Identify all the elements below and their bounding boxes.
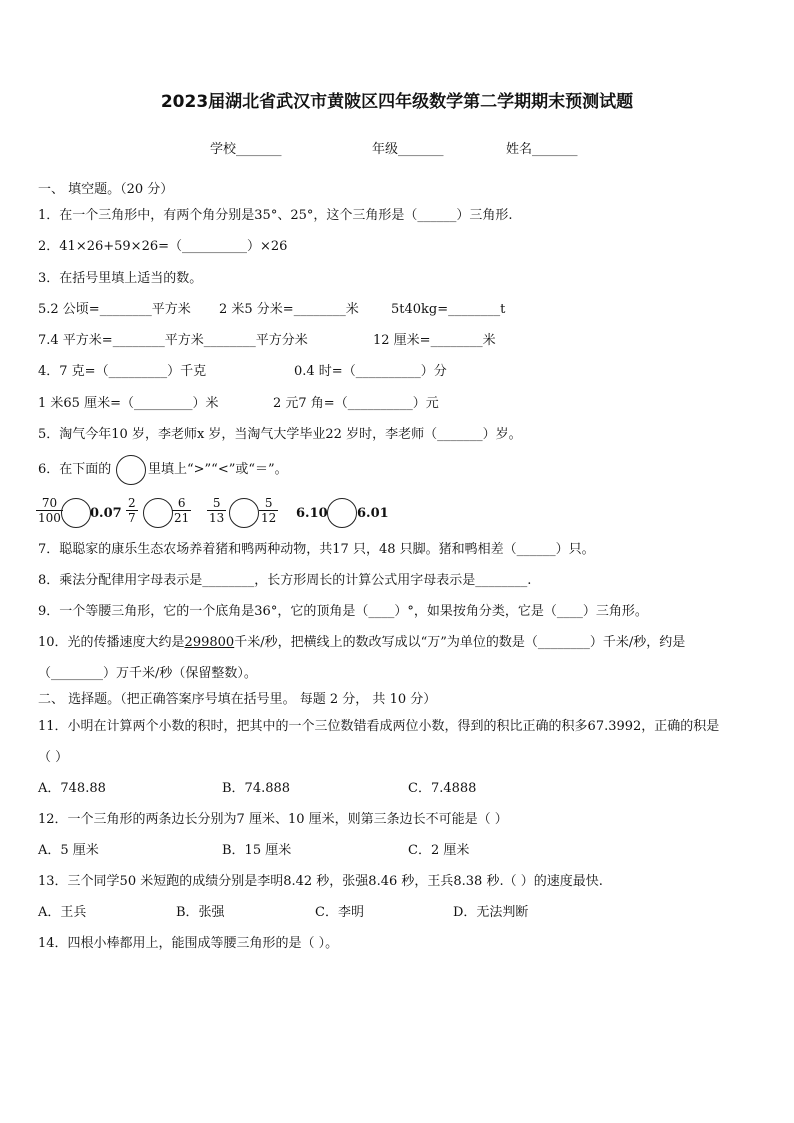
numerator: 5	[259, 496, 278, 511]
question-4-item-b: 0.4 时=（__________）分	[294, 364, 447, 379]
denominator: 12	[261, 511, 277, 525]
section2-header: 二、 选择题。（把正确答案序号填在括号里。 每题 2 分， 共 10 分）	[38, 692, 437, 707]
question-3: 3．在括号里填上适当的数。	[38, 271, 203, 286]
fraction-2-7	[126, 496, 138, 525]
question-6-prefix: 6．在下面的	[38, 462, 112, 477]
numerator: 70	[36, 496, 63, 511]
question-11-paren: （ ）	[38, 750, 69, 765]
denominator: 13	[209, 511, 225, 525]
option-a: A．748.88	[38, 781, 106, 796]
question-3-item-e: 12 厘米=________米	[373, 333, 496, 348]
compare-circle-1[interactable]	[61, 498, 91, 528]
option-c: C．7.4888	[408, 781, 477, 796]
question-3-item-c: 5t40kg=________t	[391, 302, 506, 317]
compare-circle-4[interactable]	[327, 498, 357, 528]
question-3-item-b: 2 米5 分米=________米	[219, 302, 359, 317]
option-b: B．15 厘米	[222, 843, 292, 858]
question-13: 13．三个同学50 米短跑的成绩分别是李明8.42 秒，张强8.46 秒，王兵8.38 秒.（ ）的速度最快.	[38, 874, 603, 889]
question-4-item-a: 4．7 克=（_________）千克	[38, 364, 207, 379]
fraction-70-100	[36, 496, 63, 525]
question-7: 7．聪聪家的康乐生态农场养着猪和鸭两种动物，共17 只，48 只脚。猪和鸭相差（______）只。	[38, 542, 595, 557]
numerator: 6	[172, 496, 191, 511]
question-11: 11．小明在计算两个小数的积时，把其中的一个三位数错看成两位小数，得到的积比正确的积多67.3992，正确的积是	[38, 719, 720, 734]
option-b: B．74.888	[222, 781, 291, 796]
question-4-item-c: 1 米65 厘米=（_________）米	[38, 396, 219, 411]
question-5: 5．淘气今年10 岁，李老师x 岁，当淘气大学毕业22 岁时，李老师（_______）岁。	[38, 427, 522, 442]
option-c: C．2 厘米	[408, 843, 470, 858]
fraction-5-12	[259, 496, 278, 525]
option-c: C．李明	[315, 905, 364, 920]
grade-field: 年级_______	[372, 142, 444, 157]
value-6-10: 6.10	[296, 506, 328, 521]
fraction-5-13	[207, 496, 226, 525]
compare-circle-2[interactable]	[143, 498, 173, 528]
value-0-07: 0.07	[90, 506, 122, 521]
question-8: 8．乘法分配律用字母表示是________，长方形周长的计算公式用字母表示是________.	[38, 573, 532, 588]
numerator: 2	[128, 496, 136, 510]
fraction-6-21	[172, 496, 191, 525]
denominator: 21	[174, 511, 190, 525]
question-10-line2: （________）万千米/秒（保留整数）。	[38, 666, 257, 681]
compare-circle-3[interactable]	[229, 498, 259, 528]
name-field: 姓名_______	[506, 142, 578, 157]
option-d: D．无法判断	[453, 905, 529, 920]
question-1: 1．在一个三角形中，有两个角分别是35°、25°，这个三角形是（______）三角形.	[38, 208, 513, 223]
denominator: 100	[38, 511, 61, 525]
question-10-suffix: 千米/秒，把横线上的数改写成以“万”为单位的数是（________）千米/秒，约是	[234, 635, 686, 650]
value-6-01: 6.01	[357, 506, 389, 521]
question-12: 12．一个三角形的两条边长分别为7 厘米、10 厘米，则第三条边长不可能是（ ）	[38, 812, 508, 827]
question-3-item-a: 5.2 公顷=________平方米	[38, 302, 191, 317]
question-4-item-d: 2 元7 角=（__________）元	[273, 396, 439, 411]
page-title: 2023届湖北省武汉市黄陂区四年级数学第二学期期末预测试题	[160, 92, 634, 112]
option-a: A．王兵	[38, 905, 87, 920]
question-10-line1	[38, 634, 685, 652]
question-10-prefix: 10．光的传播速度大约是	[38, 635, 185, 650]
section1-header: 一、 填空题。（20 分）	[38, 182, 174, 197]
question-3-item-d: 7.4 平方米=________平方米________平方分米	[38, 333, 308, 348]
school-field: 学校_______	[210, 142, 282, 157]
denominator: 7	[128, 511, 136, 525]
question-9: 9．一个等腰三角形，它的一个底角是36°，它的顶角是（____）°，如果按角分类，它是（____）三角形。	[38, 604, 648, 619]
question-2: 2．41×26+59×26=（__________）×26	[38, 239, 288, 254]
question-6-suffix: 里填上“>”“<”或“＝”。	[148, 462, 288, 477]
option-b: B．张强	[176, 905, 225, 920]
underlined-number: 299800	[184, 635, 235, 650]
compare-circle	[116, 455, 146, 485]
option-a: A．5 厘米	[38, 843, 99, 858]
numerator: 5	[207, 496, 226, 511]
question-14: 14．四根小棒都用上，能围成等腰三角形的是（ ）。	[38, 936, 339, 951]
